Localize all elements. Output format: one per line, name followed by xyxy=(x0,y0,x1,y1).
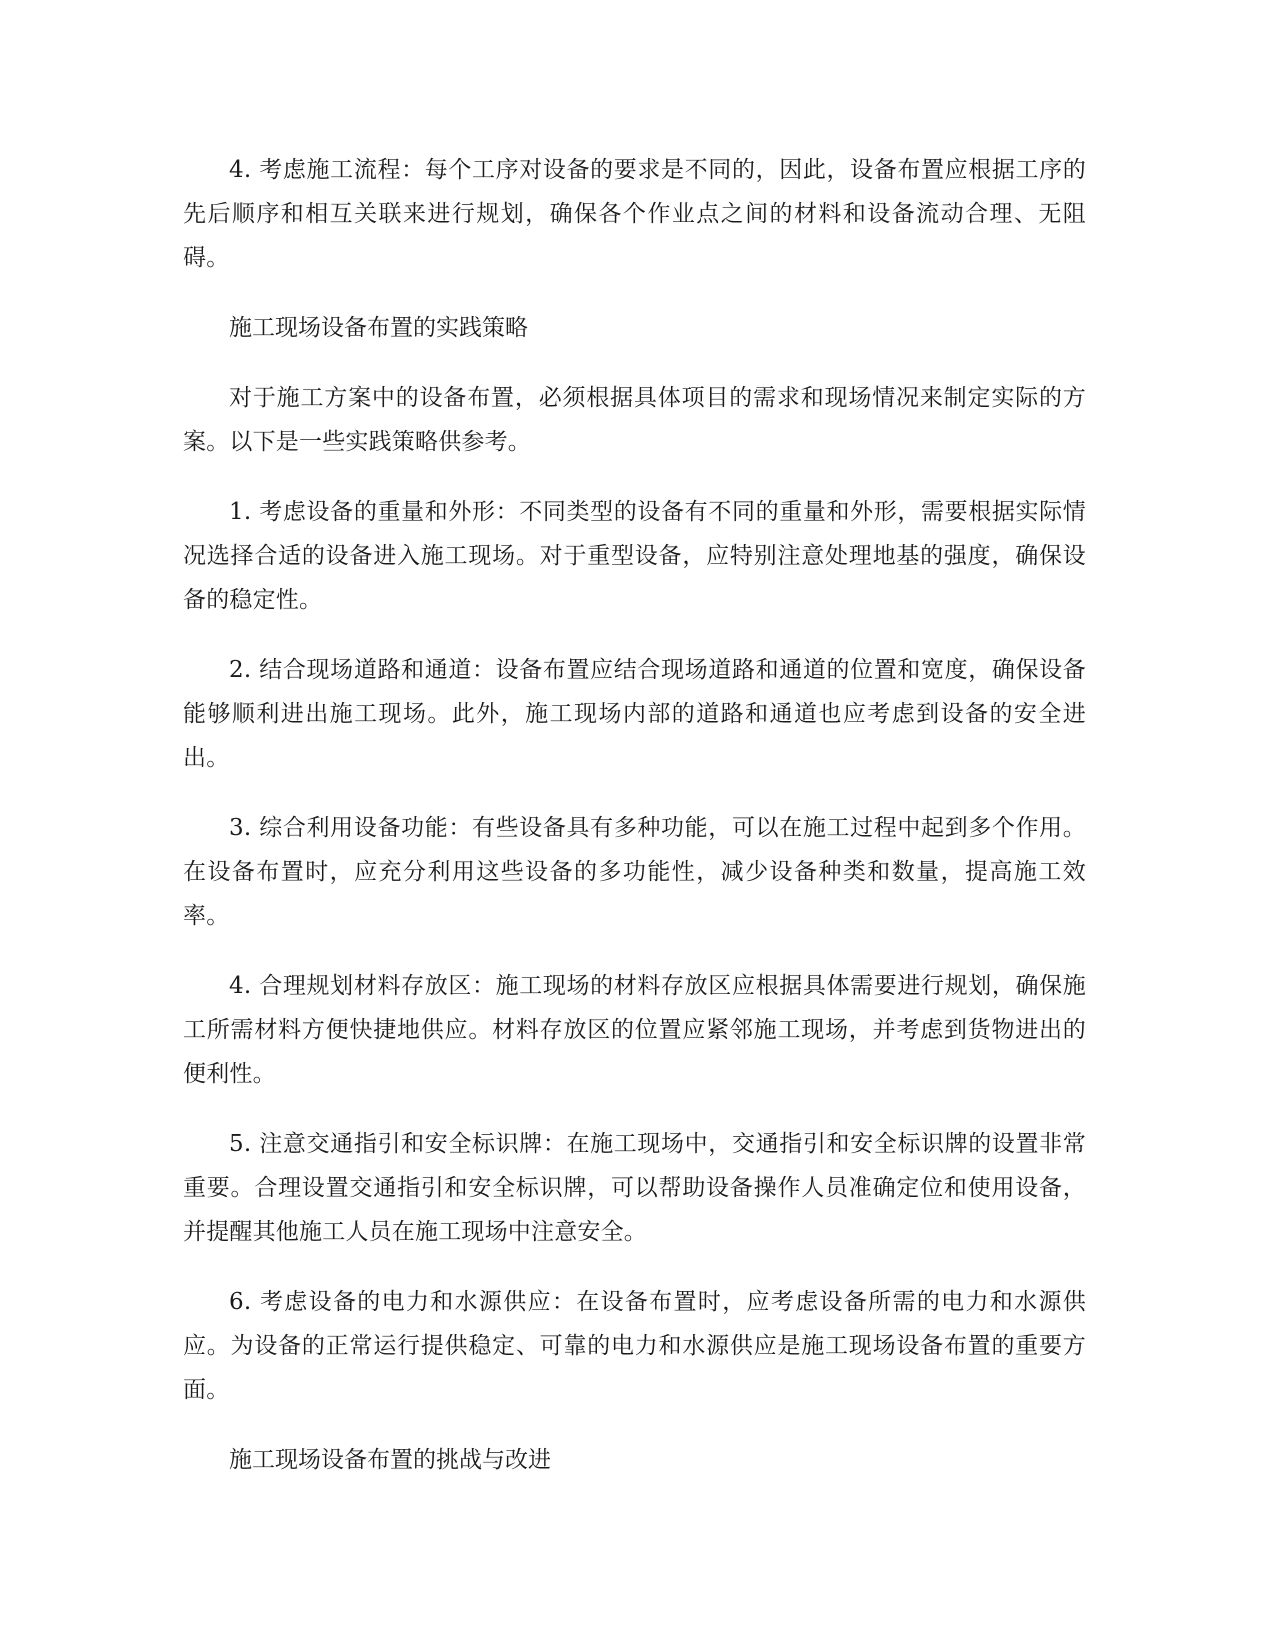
paragraph-intro: 对于施工方案中的设备布置，必须根据具体项目的需求和现场情况来制定实际的方案。以下是一些实践策略供参考。 xyxy=(183,385,1086,455)
paragraph-item-4-storage: 4. 合理规划材料存放区：施工现场的材料存放区应根据具体需要进行规划，确保施工所需材料方便快捷地供应。材料存放区的位置应紧邻施工现场，并考虑到货物进出的便利性。 xyxy=(183,973,1086,1087)
section-heading-challenges: 施工现场设备布置的挑战与改进 xyxy=(229,1447,551,1473)
paragraph-item-1-weight: 1. 考虑设备的重量和外形：不同类型的设备有不同的重量和外形，需要根据实际情况选择合适的设备进入施工现场。对于重型设备，应特别注意处理地基的强度，确保设备的稳定性。 xyxy=(183,499,1086,613)
paragraph-item-4-process: 4. 考虑施工流程：每个工序对设备的要求是不同的，因此，设备布置应根据工序的先后顺序和相互关联来进行规划，确保各个作业点之间的材料和设备流动合理、无阻碍。 xyxy=(183,157,1086,271)
document-page xyxy=(183,148,1086,1508)
paragraph-item-6-power-water: 6. 考虑设备的电力和水源供应：在设备布置时，应考虑设备所需的电力和水源供应。为设备的正常运行提供稳定、可靠的电力和水源供应是施工现场设备布置的重要方面。 xyxy=(183,1289,1086,1403)
paragraph-item-3-functions: 3. 综合利用设备功能：有些设备具有多种功能，可以在施工过程中起到多个作用。在设备布置时，应充分利用这些设备的多功能性，减少设备种类和数量，提高施工效率。 xyxy=(183,815,1086,929)
paragraph-item-2-roads: 2. 结合现场道路和通道：设备布置应结合现场道路和通道的位置和宽度，确保设备能够顺利进出施工现场。此外，施工现场内部的道路和通道也应考虑到设备的安全进出。 xyxy=(183,657,1086,771)
section-heading-practice-strategies: 施工现场设备布置的实践策略 xyxy=(229,315,528,341)
paragraph-item-5-signage: 5. 注意交通指引和安全标识牌：在施工现场中，交通指引和安全标识牌的设置非常重要。合理设置交通指引和安全标识牌，可以帮助设备操作人员准确定位和使用设备，并提醒其他施工人员在施工现场中注意安全。 xyxy=(183,1131,1086,1245)
